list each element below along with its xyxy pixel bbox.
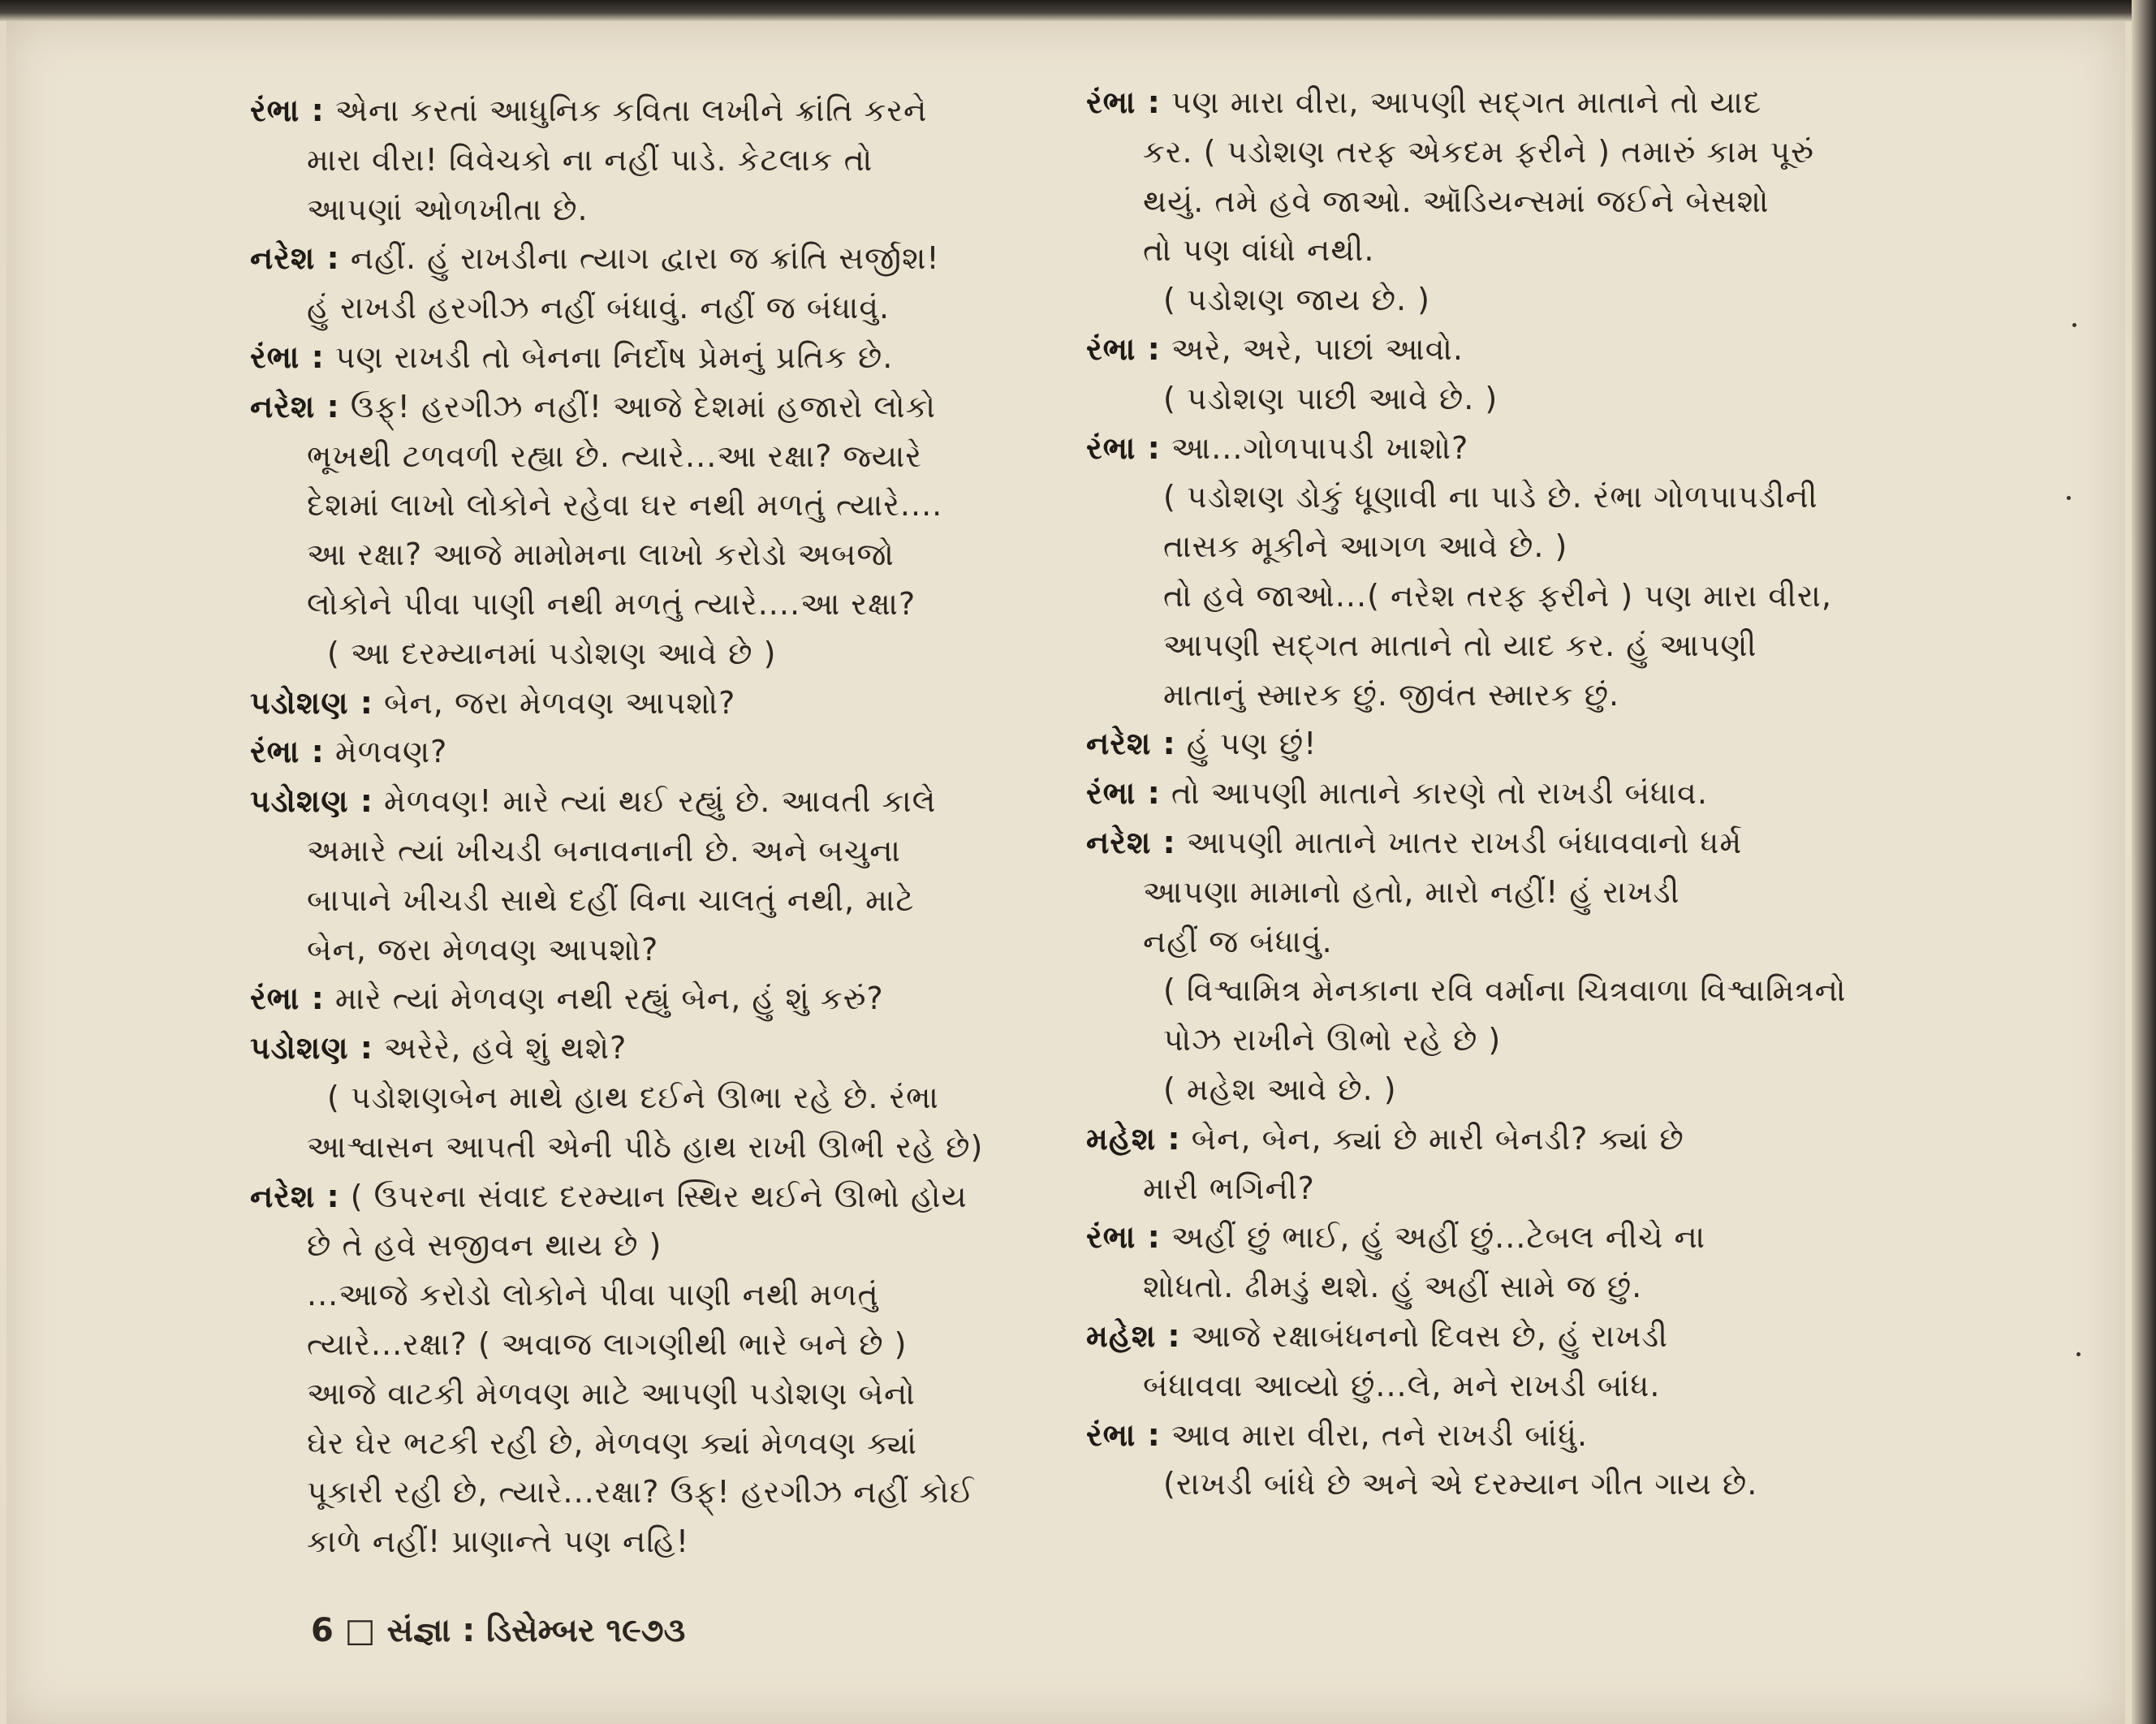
dialogue-text: અરે, અરે, પાછાં આવો. (1160, 330, 1464, 367)
dialogue-continuation: આ રક્ષા? આજે મામોમના લાખો કરોડો અબજો (307, 537, 895, 573)
dialogue-text: આવ મારા વીરા, તને રાખડી બાંધું. (1160, 1416, 1589, 1453)
dialogue-text: હું પણ છું! (1175, 726, 1317, 762)
stage-direction: (રાખડી બાંધે છે અને એ દરમ્યાન ગીત ગાય છે. (1163, 1466, 1758, 1502)
dialogue-continuation: બંધાવવા આવ્યો છું...લે, મને રાખડી બાંધ. (1143, 1367, 1661, 1403)
speaker-name: પડોશણ : (250, 1030, 373, 1067)
dialogue-continuation: શોધતો. ઢીમડું થશે. હું અહીં સામે જ છું. (1143, 1269, 1643, 1305)
stage-direction: ( વિશ્વામિત્ર મેનકાના રવિ વર્માના ચિત્રવાળા વિશ્વામિત્રનો (1163, 972, 1847, 1009)
dialogue-text: આજે રક્ષાબંધનનો દિવસ છે, હું રાખડી (1180, 1317, 1668, 1354)
dialogue-continuation: લોકોને પીવા પાણી નથી મળતું ત્યારે....આ રક્ષા? (307, 585, 916, 622)
speaker-name: મહેશ : (1086, 1120, 1181, 1157)
page-footer (311, 1612, 685, 1649)
script-line (1086, 1411, 1906, 1460)
footer-box-glyph: □ (344, 1612, 376, 1649)
script-line (1086, 769, 1906, 818)
dialogue-text: એના કરતાં આધુનિક કવિતા લખીને ક્રાંતિ કરને (324, 93, 928, 128)
speaker-name: રંભા : (1086, 84, 1161, 120)
stage-direction: તાસક મૂકીને આગળ આવે છે. ) (1163, 528, 1568, 565)
page-number: 6 (311, 1612, 334, 1649)
left-column (250, 86, 1070, 1567)
speaker-name: રંભા : (1086, 429, 1161, 466)
dialogue-continuation: ઘેર ઘેર ભટકી રહી છે, મેળવણ ક્યાં મેળવણ ક્યાં (307, 1424, 917, 1461)
dialogue-text: અહીં છું ભાઈ, હું અહીં છું...ટેબલ નીચે ના (1160, 1219, 1706, 1256)
dialogue-text: મારે ત્યાં મેળવણ નથી રહ્યું બેન, હું શું કરું? (324, 981, 884, 1017)
stage-direction: ( પડોશણ જાય છે. ) (1163, 282, 1430, 318)
speaker-name: રંભા : (1086, 1416, 1161, 1453)
speaker-name: રંભા : (250, 734, 325, 770)
script-line (250, 382, 1070, 432)
dialogue-text: આ...ગોળપાપડી ખાશો? (1160, 429, 1469, 466)
speaker-name: નરેશ : (250, 240, 340, 277)
dialogue-continuation: ત્યારે...રક્ષા? ( અવાજ લાગણીથી ભારે બને છે ) (307, 1325, 908, 1362)
dialogue-text: બેન, જરા મેળવણ આપશો? (373, 684, 736, 721)
script-line (250, 1172, 1070, 1222)
dialogue-text: પણ રાખડી તો બેનના નિર્દોષ પ્રેમનું પ્રતિક છે. (324, 338, 894, 375)
dialogue-continuation: આશ્વાસન આપતી એની પીઠે હાથ રાખી ઊભી રહે છે) (307, 1128, 984, 1165)
script-line (250, 333, 1070, 382)
dialogue-text: મેળવણ? (324, 734, 448, 770)
dialogue-text: તો આપણી માતાને કારણે તો રાખડી બંધાવ. (1160, 775, 1708, 812)
stage-direction: ( આ દરમ્યાનમાં પડોશણ આવે છે ) (327, 635, 777, 671)
dialogue-text: ઉફ્! હરગીઝ નહીં! આજે દેશમાં હજારો લોકો (339, 388, 936, 425)
book-spine-edge (2132, 0, 2156, 1724)
speaker-name: રંભા : (250, 338, 325, 375)
dialogue-text: આપણી માતાને ખાતર રાખડી બંધાવવાનો ધર્મ (1175, 824, 1743, 860)
dialogue-continuation: કાળે નહીં! પ્રાણાન્તે પણ નહિ! (307, 1524, 690, 1560)
script-line (1086, 1312, 1906, 1361)
dialogue-text: પણ મારા વીરા, આપણી સદ્ગત માતાને તો યાદ (1160, 84, 1762, 120)
script-line (1086, 1114, 1906, 1164)
script-line (1086, 325, 1906, 374)
dialogue-continuation: પૂકારી રહી છે, ત્યારે...રક્ષા? ઉફ્! હરગીઝ નહીં કોઈ (307, 1474, 975, 1511)
dialogue-continuation: બાપાને ખીચડી સાથે દહીં વિના ચાલતું નથી, માટે (307, 881, 915, 918)
dialogue-continuation: હું રાખડી હરગીઝ નહીં બંધાવું. નહીં જ બંધાવું. (307, 290, 890, 326)
script-line (250, 679, 1070, 728)
dialogue-text: અરેરે, હવે શું થશે? (373, 1030, 627, 1067)
dialogue-text: ( ઉપરના સંવાદ દરમ્યાન સ્થિર થઈને ઊભો હોય (339, 1178, 968, 1214)
script-line (250, 1024, 1070, 1073)
stage-direction: તો હવે જાઓ...( નરેશ તરફ ફરીને ) પણ મારા વીરા, (1163, 577, 1832, 614)
dialogue-text: નહીં. હું રાખડીના ત્યાગ દ્વારા જ ક્રાંતિ સર્જીશ! (339, 240, 940, 277)
stage-direction: પોઝ રાખીને ઊભો રહે છે ) (1163, 1022, 1502, 1058)
dialogue-text: મેળવણ! મારે ત્યાં થઈ રહ્યું છે. આવતી કાલે (373, 783, 937, 820)
dialogue-continuation: બેન, જરા મેળવણ આપશો? (307, 931, 659, 968)
script-line (1086, 1213, 1906, 1262)
script-line (1086, 424, 1906, 473)
script-line (250, 777, 1070, 826)
speaker-name: નરેશ : (1086, 726, 1176, 762)
stage-direction: માતાનું સ્મારક છું. જીવંત સ્મારક છું. (1163, 676, 1620, 713)
speaker-name: પડોશણ : (250, 783, 373, 820)
speaker-name: રંભા : (250, 93, 325, 128)
book-top-edge (0, 0, 2156, 21)
dialogue-continuation: અમારે ત્યાં ખીચડી બનાવનાની છે. અને બચુના (307, 832, 901, 868)
dialogue-continuation: મારી ભગિની? (1143, 1170, 1315, 1206)
stage-direction: આપણી સદ્ગત માતાને તો યાદ કર. હું આપણી (1163, 627, 1757, 663)
speaker-name: પડોશણ : (250, 684, 373, 721)
dialogue-continuation: આપણા મામાનો હતો, મારો નહીં! હું રાખડી (1143, 873, 1680, 910)
speaker-name: રંભા : (250, 981, 325, 1017)
script-line (250, 234, 1070, 283)
stage-direction: ( પડોશણ પાછી આવે છે. ) (1163, 380, 1498, 416)
right-column (1086, 78, 1906, 1509)
dialogue-continuation: દેશમાં લાખો લોકોને રહેવા ઘર નથી મળતું ત્યારે.... (307, 487, 943, 524)
dialogue-continuation: છે તે હવે સજીવન થાય છે ) (307, 1227, 662, 1264)
dialogue-text: બેન, બેન, ક્યાં છે મારી બેનડી? ક્યાં છે (1180, 1120, 1684, 1157)
speaker-name: નરેશ : (250, 1178, 340, 1214)
speaker-name: નરેશ : (250, 388, 340, 425)
speck (2067, 496, 2071, 500)
dialogue-continuation: થયું. તમે હવે જાઓ. ઑડિયન્સમાં જઈને બેસશો (1143, 183, 1770, 219)
stage-direction: ( મહેશ આવે છે. ) (1163, 1071, 1397, 1107)
dialogue-continuation: ભૂખથી ટળવળી રહ્યા છે. ત્યારે...આ રક્ષા? જ્યારે (307, 437, 922, 474)
magazine-issue: સંજ્ઞા : ડિસેમ્બર ૧૯૭૩ (386, 1612, 686, 1649)
dialogue-continuation: કર. ( પડોશણ તરફ એકદમ ફરીને ) તમારું કામ પૂરું (1143, 133, 1814, 170)
dialogue-continuation: તો પણ વાંધો નથી. (1143, 232, 1375, 269)
speck (2076, 1352, 2081, 1356)
script-line (1086, 818, 1906, 868)
script-line (250, 727, 1070, 777)
stage-direction: ( પડોશણ ડોકું ધૂણાવી ના પાડે છે. રંભા ગોળપાપડીની (1163, 479, 1818, 515)
dialogue-continuation: આપણાં ઓળખીતા છે. (307, 191, 589, 227)
stage-direction: ( પડોશણબેન માથે હાથ દઈને ઊભા રહે છે. રંભા (327, 1079, 939, 1115)
dialogue-continuation: આજે વાટકી મેળવણ માટે આપણી પડોશણ બેનો (307, 1375, 916, 1412)
speck (2072, 323, 2076, 327)
dialogue-continuation: ...આજે કરોડો લોકોને પીવા પાણી નથી મળતું (307, 1277, 879, 1313)
script-line (250, 974, 1070, 1024)
speaker-name: રંભા : (1086, 1219, 1161, 1256)
script-line (1086, 719, 1906, 769)
script-line (250, 86, 1070, 136)
dialogue-continuation: નહીં જ બંધાવું. (1143, 923, 1333, 959)
speaker-name: નરેશ : (1086, 824, 1176, 860)
speaker-name: રંભા : (1086, 330, 1161, 367)
magazine-page (6, 21, 2125, 1724)
dialogue-continuation: મારા વીરા! વિવેચકો ના નહીં પાડે. કેટલાક તો (307, 141, 873, 178)
speaker-name: રંભા : (1086, 775, 1161, 812)
script-line (1086, 78, 1906, 127)
speaker-name: મહેશ : (1086, 1317, 1181, 1354)
